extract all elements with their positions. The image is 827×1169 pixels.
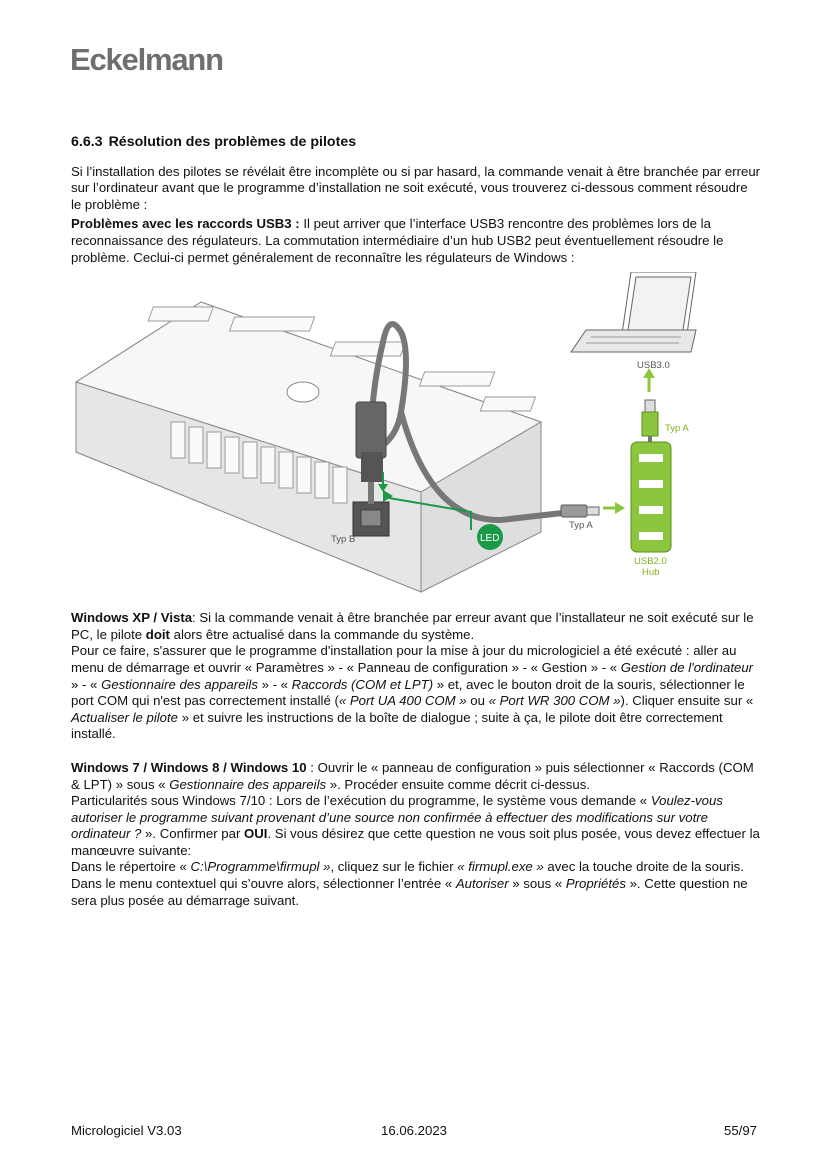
typ-a-top-label: Typ A xyxy=(665,423,689,435)
hub-label-line2: Hub xyxy=(642,567,660,579)
usb3-label: Problèmes avec les raccords USB3 : xyxy=(71,216,300,232)
main-content xyxy=(71,134,761,912)
usb30-label: USB3.0 xyxy=(637,360,670,372)
controller-device-icon xyxy=(76,302,541,592)
usb3-paragraph: Problèmes avec les raccords USB3 : Il peut arriver que l’interface USB3 rencontre des problèmes lors de la reconnaissance des régulateurs. La commutation intermédiaire d’un hub USB2 peut éventuellement résoudre le problème. Ceclui-ci permet généralement de reconnaître les régulateurs de Windows : xyxy=(71,216,724,265)
led-label: LED xyxy=(480,533,500,545)
xp-vista-paragraph: Windows XP / Vista: Si la commande venait à être branchée par erreur avant que l’installateur ne soit exécuté sur le PC, le pilote doit alors être actualisé dans la commande du système. Pour ce faire, s'assurer que le programme d'installation pour la mise à jour du micrologiciel a été exécuté : aller au menu de démarrage et ouvrir « Paramètres » - « Panneau de configuration » - « Gestion » - « Gestion de l'ordinateur » - « Gestionnaire des appareils » - « Raccords (COM et LPT) » et, avec le bouton droit de la souris, sélectionner le port COM qui n'est pas correctement installé (« Port UA 400 COM » ou « Port WR 300 COM »). Cliquer ensuite sur « Actualiser le pilote » et suivre les instructions de la boîte de dialogue ; suite à ça, le pilote doit être correctement installé. xyxy=(71,610,754,742)
footer-page-number: 55/97 xyxy=(723,1123,757,1138)
hub-label-line1: USB2.0 xyxy=(634,556,667,568)
section-heading xyxy=(71,134,761,151)
footer-version: Micrologiciel V3.03 xyxy=(71,1123,182,1138)
typ-b-label: Typ B xyxy=(331,534,356,546)
footer-date: 16.06.2023 xyxy=(381,1123,448,1138)
typ-a-cable-label: Typ A xyxy=(569,520,593,532)
eckelmann-logo: Eckelmann xyxy=(70,42,223,77)
section-title: Résolution des problèmes de pilotes xyxy=(108,134,357,150)
laptop-icon xyxy=(571,272,696,352)
intro-paragraph: Si l’installation des pilotes se révélait être incomplète ou si par hasard, la commande venait à être branchée par erreur sur l’ordinateur avant que le programme d’installation ne soit exécuté, vous trouverez ci-dessous comment résoudre le problème : xyxy=(71,163,761,212)
section-number: 6.6.3 xyxy=(71,134,103,150)
windows-7-10-paragraph: Windows 7 / Windows 8 / Windows 10 : Ouvrir le « panneau de configuration » puis sélectionner « Raccords (COM & LPT) » sous « Gestionnaire des appareils ». Procéder ensuite comme décrit ci-dessus. Particularités sous Windows 7/10 : Lors de l’exécution du programme, le système vous demande « Voulez-vous autoriser le programme suivant provenant d’une source non confirmée à effectuer des modifications sur votre ordinateur ? ». Confirmer par OUI. Si vous désirez que cette question ne vous soit plus posée, vous devez effectuer la manœuvre suivante: Dans le répertoire « C:\Programme\firmupl », cliquez sur le fichier « firmupl.exe » avec la touche droite de la souris. Dans le menu contextuel qui s’ouvre alors, sélectionner l’entrée « Autoriser » sous « Propriétés ». Cette question ne sera plus posée au démarrage suivant. xyxy=(71,759,760,908)
usb-connection-figure xyxy=(71,272,761,600)
controller-hub-diagram xyxy=(71,272,761,600)
usb-hub-icon xyxy=(631,442,671,552)
